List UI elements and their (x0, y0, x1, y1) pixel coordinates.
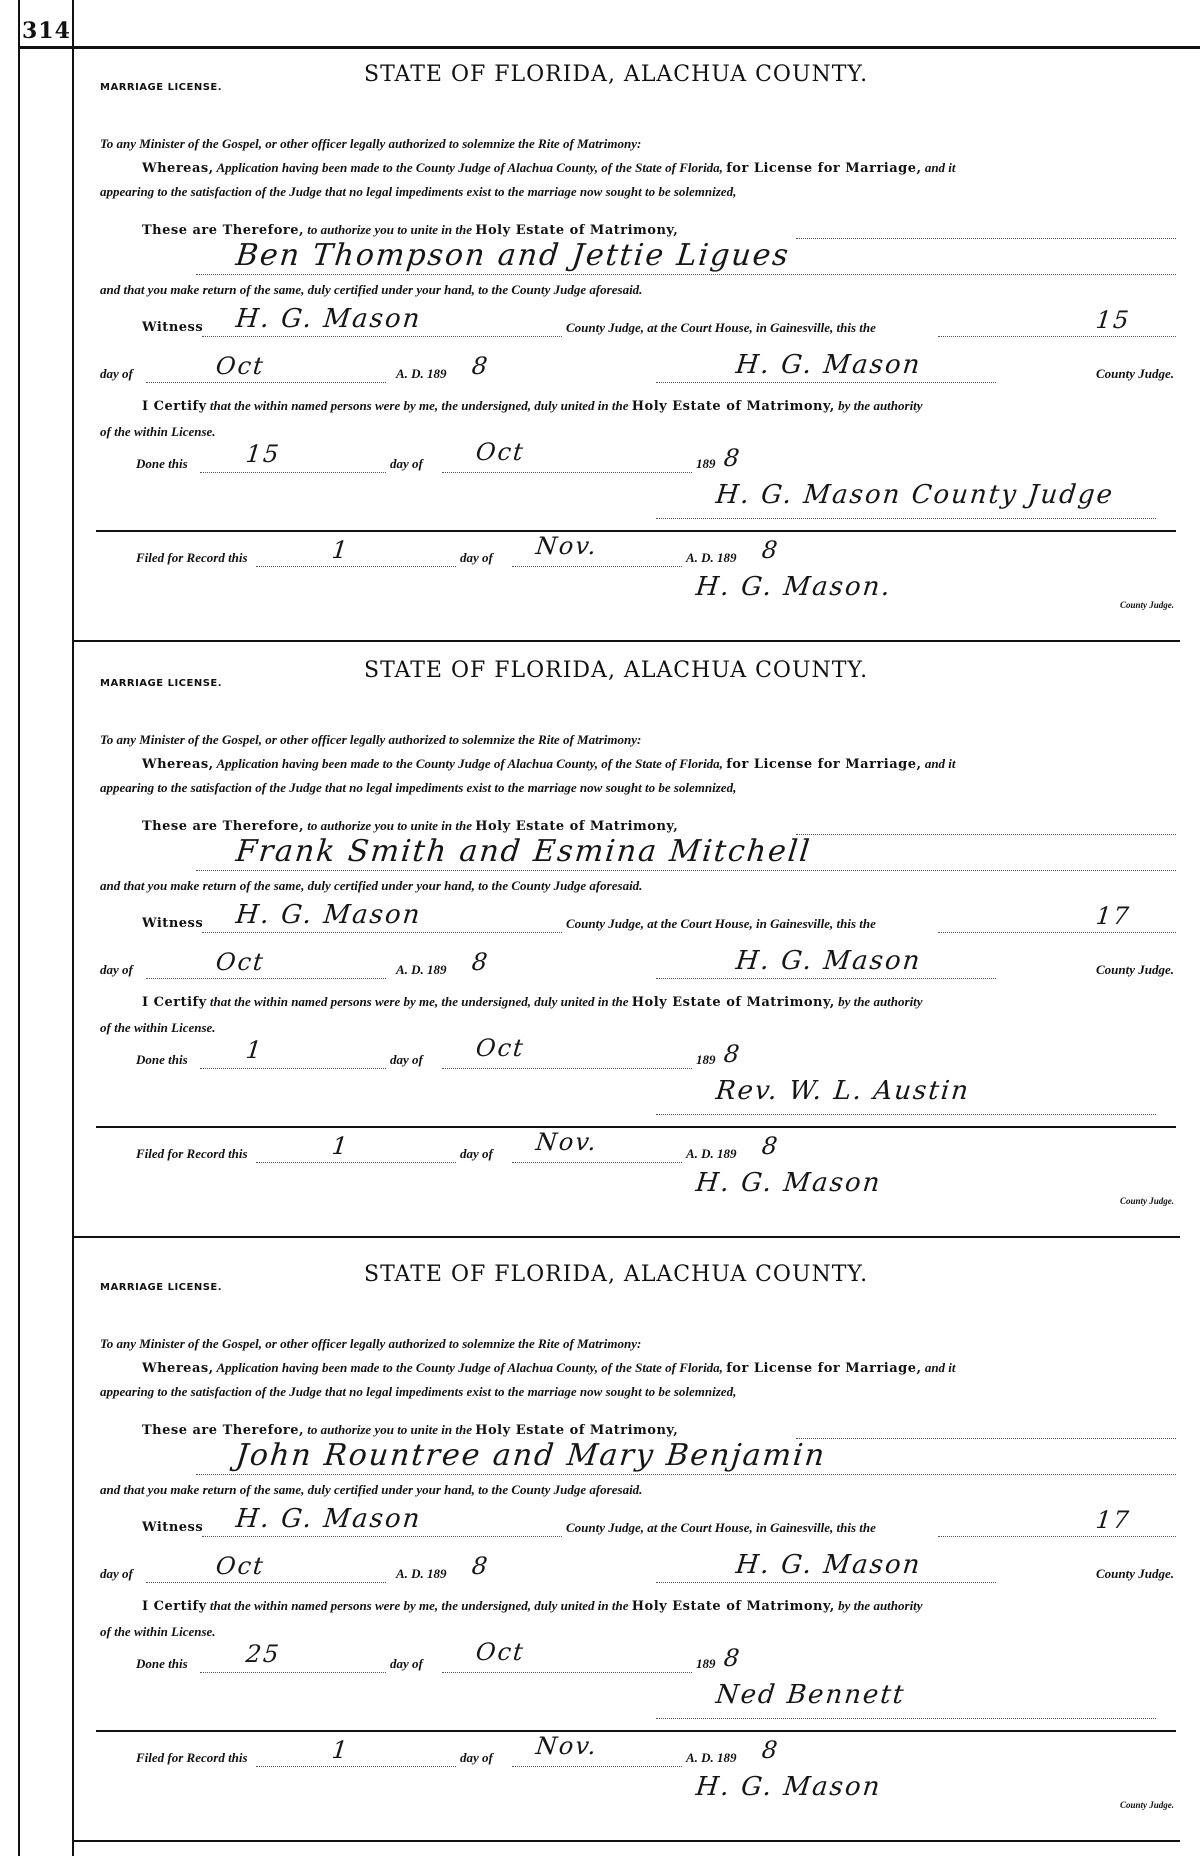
witness-line (202, 932, 562, 933)
license-header-label: MARRIAGE LICENSE. (100, 82, 223, 93)
witness-label: Witness (142, 1520, 204, 1535)
done-month-line (442, 1672, 692, 1673)
issue-day-line (938, 1536, 1176, 1537)
certify-line (142, 994, 923, 1010)
filed-year-digit: 8 (760, 1736, 781, 1764)
couple-names: John Rountree and Mary Benjamin (234, 1438, 828, 1473)
day-of-label: day of (100, 962, 133, 977)
done-day-line (200, 1068, 386, 1069)
margin-rule-left (18, 0, 20, 1856)
salutation-line: To any Minister of the Gospel, or other officer legally authorized to solemnize the Rite of Matrimony: (100, 732, 642, 747)
witness-label: Witness (142, 916, 204, 931)
appearing-line: appearing to the satisfaction of the Judge that no legal impediments exist to the marriage now sought to be solemnized, (100, 184, 737, 199)
of-within-license: of the within License. (100, 1624, 216, 1639)
filing-divider (96, 1126, 1176, 1128)
done-day-of: day of (390, 456, 423, 471)
county-judge-label: County Judge. (1096, 366, 1175, 381)
filed-signature: H. G. Mason (694, 1772, 884, 1802)
court-house-text: County Judge, at the Court House, in Gainesville, this the (566, 320, 876, 335)
of-within-license: of the within License. (100, 424, 216, 439)
done-year-label: 189 (696, 456, 716, 471)
holy-estate-text: Holy Estate of Matrimony, (475, 223, 679, 238)
officiant-signature: Rev. W. L. Austin (714, 1076, 972, 1106)
these-are-therefore: These are Therefore, (142, 819, 305, 834)
marriage-license-record (96, 1252, 1176, 1842)
these-are-therefore: These are Therefore, (142, 1423, 305, 1438)
license-title: STATE OF FLORIDA, ALACHUA COUNTY. (364, 658, 869, 683)
filed-month: Nov. (534, 532, 600, 560)
whereas-line (142, 756, 956, 772)
officiant-signature: H. G. Mason County Judge (714, 480, 1116, 510)
done-day: 1 (244, 1036, 265, 1064)
filed-day: 1 (330, 1132, 351, 1160)
done-this-label: Done this (136, 1656, 188, 1671)
done-day-of: day of (390, 1656, 423, 1671)
done-this-label: Done this (136, 1052, 188, 1067)
marriage-license-record (96, 52, 1176, 642)
license-separator (72, 1236, 1180, 1238)
county-judge-small: County Judge. (1120, 1800, 1175, 1810)
county-judge-small: County Judge. (1120, 600, 1175, 610)
filed-month-line (512, 1766, 682, 1767)
and-it-text: and it (924, 1360, 956, 1375)
filed-day: 1 (330, 536, 351, 564)
for-license-text: for License for Marriage, (726, 757, 922, 772)
by-authority-text: by the authority (838, 398, 923, 413)
witness-signature: H. G. Mason (234, 304, 424, 334)
whereas-word: Whereas, (142, 757, 214, 772)
judge-signature: H. G. Mason (734, 946, 924, 976)
salutation-line: To any Minister of the Gospel, or other officer legally authorized to solemnize the Rite of Matrimony: (100, 136, 642, 151)
and-it-text: and it (924, 756, 956, 771)
margin-rule-inner (72, 0, 74, 1856)
certify-line (142, 398, 923, 414)
witness-signature: H. G. Mason (234, 1504, 424, 1534)
whereas-line (142, 1360, 956, 1376)
page-number: 314 (22, 18, 71, 44)
therefore-line (142, 222, 678, 238)
issue-day: 15 (1094, 306, 1133, 334)
names-line (196, 1474, 1176, 1475)
filed-label: Filed for Record this (136, 1750, 248, 1765)
issue-month-line (146, 382, 386, 383)
return-line: and that you make return of the same, duly certified under your hand, to the County Judge aforesaid. (100, 1482, 643, 1497)
authorize-text: to authorize you to unite in the (307, 818, 472, 833)
court-house-text: County Judge, at the Court House, in Gainesville, this the (566, 916, 876, 931)
filed-day-line (256, 566, 456, 567)
by-authority-text: by the authority (838, 994, 923, 1009)
day-of-label: day of (100, 366, 133, 381)
done-year-digit: 8 (722, 1040, 743, 1068)
witness-signature: H. G. Mason (234, 900, 424, 930)
filed-label: Filed for Record this (136, 550, 248, 565)
court-house-text: County Judge, at the Court House, in Gainesville, this the (566, 1520, 876, 1535)
whereas-line (142, 160, 956, 176)
ad-label: A. D. 189 (396, 1566, 447, 1581)
names-leader (796, 834, 1176, 835)
marriage-license-record (96, 648, 1176, 1238)
filed-month-line (512, 566, 682, 567)
issue-month-line (146, 978, 386, 979)
county-judge-small: County Judge. (1120, 1196, 1175, 1206)
names-leader (796, 238, 1176, 239)
by-authority-text: by the authority (838, 1598, 923, 1613)
certify-holy-estate: Holy Estate of Matrimony, (631, 399, 835, 414)
top-rule (18, 46, 1200, 49)
and-it-text: and it (924, 160, 956, 175)
filed-day-line (256, 1162, 456, 1163)
license-title: STATE OF FLORIDA, ALACHUA COUNTY. (364, 62, 869, 87)
done-day-line (200, 472, 386, 473)
done-month: Oct (474, 1034, 527, 1062)
appearing-line: appearing to the satisfaction of the Judge that no legal impediments exist to the marriage now sought to be solemnized, (100, 780, 737, 795)
issue-year-digit: 8 (470, 352, 491, 380)
certify-text: that the within named persons were by me, the undersigned, duly united in the (209, 994, 629, 1009)
issue-day: 17 (1094, 1506, 1133, 1534)
certify-holy-estate: Holy Estate of Matrimony, (631, 995, 835, 1010)
license-separator (72, 1840, 1180, 1842)
officiant-line (656, 1718, 1156, 1719)
therefore-line (142, 818, 678, 834)
issue-year-digit: 8 (470, 948, 491, 976)
done-year-label: 189 (696, 1656, 716, 1671)
filed-day-of: day of (460, 550, 493, 565)
day-of-label: day of (100, 1566, 133, 1581)
return-line: and that you make return of the same, duly certified under your hand, to the County Judge aforesaid. (100, 282, 643, 297)
done-year-digit: 8 (722, 444, 743, 472)
filed-day-of: day of (460, 1146, 493, 1161)
done-this-label: Done this (136, 456, 188, 471)
county-judge-label: County Judge. (1096, 962, 1175, 977)
done-month: Oct (474, 1638, 527, 1666)
issue-year-digit: 8 (470, 1552, 491, 1580)
filed-label: Filed for Record this (136, 1146, 248, 1161)
judge-signature: H. G. Mason (734, 350, 924, 380)
certify-text: that the within named persons were by me, the undersigned, duly united in the (209, 1598, 629, 1613)
names-line (196, 274, 1176, 275)
holy-estate-text: Holy Estate of Matrimony, (475, 1423, 679, 1438)
issue-day-line (938, 932, 1176, 933)
filing-divider (96, 1730, 1176, 1732)
issue-month: Oct (214, 1552, 267, 1580)
whereas-text: Application having been made to the County Judge of Alachua County, of the State of Florida, (216, 756, 723, 771)
judge-signature: H. G. Mason (734, 1550, 924, 1580)
couple-names: Frank Smith and Esmina Mitchell (234, 834, 813, 869)
license-title: STATE OF FLORIDA, ALACHUA COUNTY. (364, 1262, 869, 1287)
done-month: Oct (474, 438, 527, 466)
couple-names: Ben Thompson and Jettie Ligues (234, 238, 792, 273)
filed-signature: H. G. Mason. (694, 572, 894, 602)
judge-signature-line (656, 382, 996, 383)
ad-label: A. D. 189 (396, 962, 447, 977)
issue-day-line (938, 336, 1176, 337)
officiant-line (656, 1114, 1156, 1115)
filed-ad-label: A. D. 189 (686, 1146, 737, 1161)
license-header-label: MARRIAGE LICENSE. (100, 678, 223, 689)
certify-line (142, 1598, 923, 1614)
names-line (196, 870, 1176, 871)
certify-text: that the within named persons were by me, the undersigned, duly united in the (209, 398, 629, 413)
filed-signature: H. G. Mason (694, 1168, 884, 1198)
authorize-text: to authorize you to unite in the (307, 222, 472, 237)
done-month-line (442, 1068, 692, 1069)
whereas-word: Whereas, (142, 1361, 214, 1376)
therefore-line (142, 1422, 678, 1438)
filed-month: Nov. (534, 1732, 600, 1760)
officiant-line (656, 518, 1156, 519)
certify-word: I Certify (142, 995, 207, 1010)
filed-month: Nov. (534, 1128, 600, 1156)
done-month-line (442, 472, 692, 473)
filed-day-of: day of (460, 1750, 493, 1765)
witness-line (202, 1536, 562, 1537)
license-header-label: MARRIAGE LICENSE. (100, 1282, 223, 1293)
done-day: 15 (244, 440, 283, 468)
filed-month-line (512, 1162, 682, 1163)
issue-month-line (146, 1582, 386, 1583)
whereas-word: Whereas, (142, 161, 214, 176)
filed-ad-label: A. D. 189 (686, 1750, 737, 1765)
filed-day-line (256, 1766, 456, 1767)
judge-signature-line (656, 1582, 996, 1583)
officiant-signature: Ned Bennett (714, 1680, 907, 1710)
done-day-line (200, 1672, 386, 1673)
filed-year-digit: 8 (760, 1132, 781, 1160)
certify-word: I Certify (142, 399, 207, 414)
filed-year-digit: 8 (760, 536, 781, 564)
issue-day: 17 (1094, 902, 1133, 930)
of-within-license: of the within License. (100, 1020, 216, 1035)
witness-line (202, 336, 562, 337)
whereas-text: Application having been made to the County Judge of Alachua County, of the State of Florida, (216, 1360, 723, 1375)
authorize-text: to authorize you to unite in the (307, 1422, 472, 1437)
certify-holy-estate: Holy Estate of Matrimony, (631, 1599, 835, 1614)
county-judge-label: County Judge. (1096, 1566, 1175, 1581)
issue-month: Oct (214, 352, 267, 380)
for-license-text: for License for Marriage, (726, 161, 922, 176)
for-license-text: for License for Marriage, (726, 1361, 922, 1376)
whereas-text: Application having been made to the County Judge of Alachua County, of the State of Florida, (216, 160, 723, 175)
done-year-digit: 8 (722, 1644, 743, 1672)
witness-label: Witness (142, 320, 204, 335)
ad-label: A. D. 189 (396, 366, 447, 381)
return-line: and that you make return of the same, duly certified under your hand, to the County Judge aforesaid. (100, 878, 643, 893)
these-are-therefore: These are Therefore, (142, 223, 305, 238)
filed-ad-label: A. D. 189 (686, 550, 737, 565)
license-separator (72, 640, 1180, 642)
holy-estate-text: Holy Estate of Matrimony, (475, 819, 679, 834)
done-year-label: 189 (696, 1052, 716, 1067)
issue-month: Oct (214, 948, 267, 976)
names-leader (796, 1438, 1176, 1439)
filing-divider (96, 530, 1176, 532)
appearing-line: appearing to the satisfaction of the Judge that no legal impediments exist to the marriage now sought to be solemnized, (100, 1384, 737, 1399)
done-day: 25 (244, 1640, 283, 1668)
judge-signature-line (656, 978, 996, 979)
certify-word: I Certify (142, 1599, 207, 1614)
done-day-of: day of (390, 1052, 423, 1067)
salutation-line: To any Minister of the Gospel, or other officer legally authorized to solemnize the Rite of Matrimony: (100, 1336, 642, 1351)
filed-day: 1 (330, 1736, 351, 1764)
